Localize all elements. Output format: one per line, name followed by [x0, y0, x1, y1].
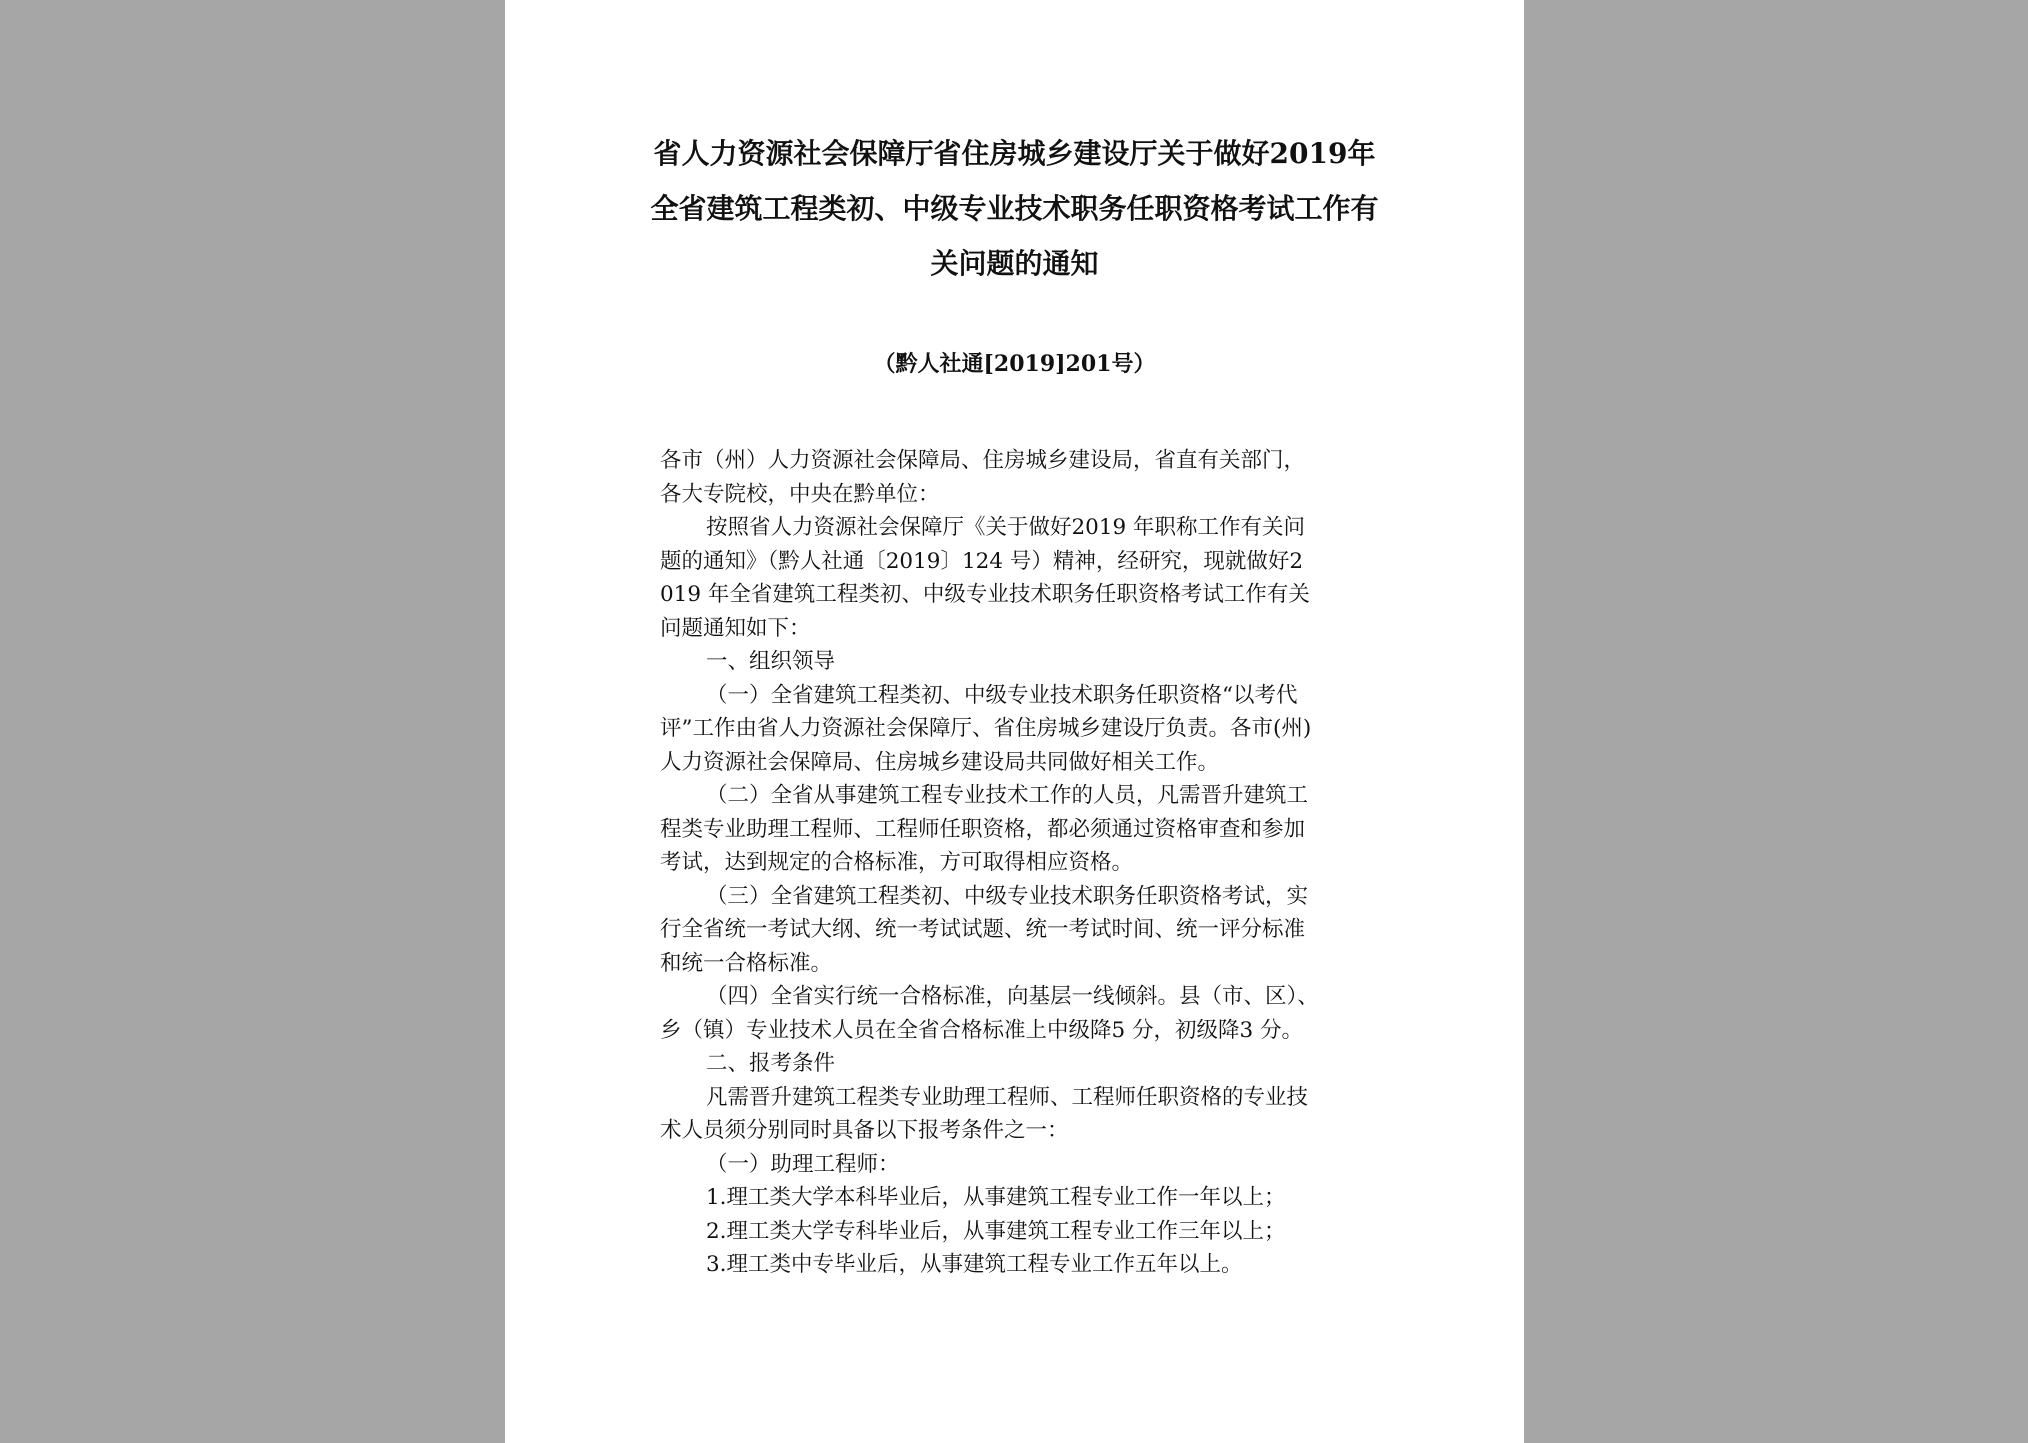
body-line: 019 年全省建筑工程类初、中级专业技术职务任职资格考试工作有关	[660, 582, 1310, 607]
document-body	[660, 444, 1370, 1282]
body-line: 评”工作由省人力资源社会保障厅、省住房城乡建设厅负责。各市(州)	[660, 716, 1312, 741]
document-number: （黔人社通[2019]201号）	[873, 351, 1156, 377]
title-line: 全省建筑工程类初、中级专业技术职务任职资格考试工作有	[650, 192, 1379, 225]
body-line: 按照省人力资源社会保障厅《关于做好2019 年职称工作有关问	[706, 515, 1306, 540]
body-line: （四）全省实行统一合格标准，向基层一线倾斜。县（市、区）、	[706, 984, 1319, 1009]
body-line: 行全省统一考试大纲、统一考试试题、统一考试时间、统一评分标准	[660, 917, 1306, 942]
body-line: 人力资源社会保障局、住房城乡建设局共同做好相关工作。	[660, 749, 1220, 775]
list-item: 3.理工类中专毕业后，从事建筑工程专业工作五年以上。	[706, 1252, 1243, 1277]
section-heading: 一、组织领导	[706, 649, 836, 674]
list-item: 1.理工类大学本科毕业后，从事建筑工程专业工作一年以上；	[706, 1185, 1286, 1210]
addressee-line: 各市（州）人力资源社会保障局、住房城乡建设局，省直有关部门，	[660, 448, 1306, 473]
body-line: （二）全省从事建筑工程专业技术工作的人员，凡需晋升建筑工	[706, 783, 1309, 808]
subsection-heading: （一）助理工程师：	[706, 1151, 900, 1177]
body-line: 凡需晋升建筑工程类专业助理工程师、工程师任职资格的专业技	[706, 1084, 1309, 1110]
title-line: 省人力资源社会保障厅省住房城乡建设厅关于做好2019年	[653, 137, 1376, 170]
body-line: 和统一合格标准。	[660, 950, 833, 976]
body-line: 题的通知》（黔人社通〔2019〕124 号）精神，经研究，现就做好2	[660, 548, 1304, 574]
document-page	[505, 0, 1524, 1443]
body-line: 程类专业助理工程师、工程师任职资格，都必须通过资格审查和参加	[660, 816, 1306, 842]
body-line: 术人员须分别同时具备以下报考条件之一：	[660, 1118, 1069, 1143]
section-heading: 二、报考条件	[706, 1051, 836, 1076]
list-item: 2.理工类大学专科毕业后，从事建筑工程专业工作三年以上；	[706, 1218, 1286, 1244]
addressee-line: 各大专院校，中央在黔单位：	[660, 481, 940, 507]
body-line: 问题通知如下：	[660, 615, 811, 641]
body-line: 考试，达到规定的合格标准，方可取得相应资格。	[660, 850, 1134, 875]
body-line: 乡（镇）专业技术人员在全省合格标准上中级降5 分，初级降3 分。	[660, 1017, 1304, 1043]
title-line: 关问题的通知	[930, 247, 1099, 280]
body-line: （三）全省建筑工程类初、中级专业技术职务任职资格考试，实	[706, 883, 1309, 909]
document-title	[590, 126, 1439, 291]
body-line: （一）全省建筑工程类初、中级专业技术职务任职资格“以考代	[706, 682, 1298, 708]
